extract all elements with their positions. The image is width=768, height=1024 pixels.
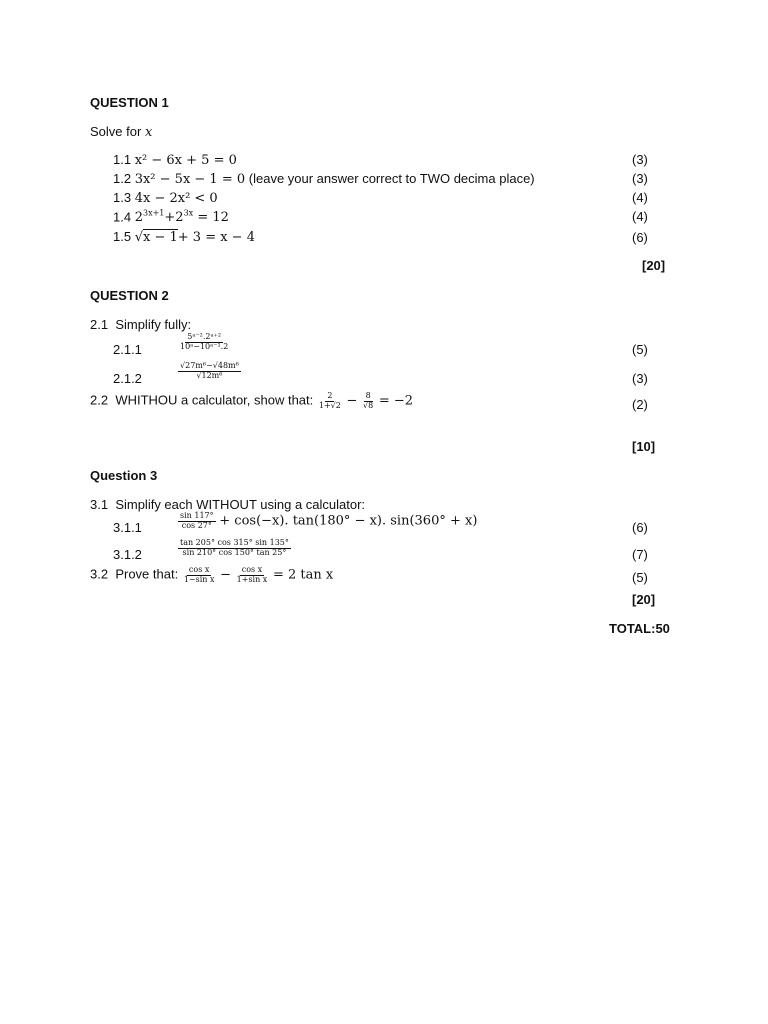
item-number: 1.5 [113,229,132,244]
item-2-1-2-number: 2.1.2 [113,371,142,386]
marks-3-2: (5) [632,570,648,585]
item-2-1-1-number: 2.1.1 [113,342,142,357]
question-3-total: [20] [632,592,656,607]
item-3-1-2-number: 3.1.2 [113,547,142,562]
marks-1-4: (4) [632,209,648,224]
subquestion-2-2: 2.2 WHITHOU a calculator, show that: $\frac{2}{1+√2}$ − $\frac{8}{√8}$ = −2 [90,391,414,410]
item-number: 1.1 [113,152,132,167]
marks-1-2: (3) [632,171,648,186]
marks-2-2: (2) [632,397,648,412]
fraction-denominator: √12m⁶ [196,370,223,380]
marks-3-1-2: (7) [632,547,648,562]
item-number: 1.2 [113,171,132,186]
marks-1-5: (6) [632,230,648,245]
question-2-total: [10] [632,439,656,454]
subquestion-3-2: 3.2 Prove that: $\frac{\text{cos x}}{\text{1−sin x}}$ − $\frac{\text{cos x}}{\text{1+sin x}}$ = 2 tan x [90,565,334,584]
fraction-numerator: √27m⁶−√48m⁶ [180,361,239,370]
item-1-3 [113,190,218,206]
intro-text: Solve for [90,124,142,139]
marks-1-3: (4) [632,190,648,205]
question-1-total: [20] [642,258,666,273]
question-3-heading: Question 3 [90,468,158,483]
fraction-2-1-1 [178,333,230,352]
marks-3-1-1: (6) [632,520,648,535]
subquestion-2-1: 2.1 Simplify fully: [90,317,192,332]
marks-1-1: (3) [632,152,648,167]
intro-variable: x [144,125,153,140]
item-expression: 4x − 2x² < 0 [134,191,218,206]
subquestion-3-1: 3.1 Simplify each WITHOUT using a calculator: [90,497,366,512]
item-3-1-1-number: 3.1.1 [113,520,142,535]
item-number: 1.3 [113,190,132,205]
grand-total: TOTAL:50 [609,621,670,636]
item-1-4 [113,209,229,225]
marks-2-1-1: (5) [632,342,648,357]
fraction-denominator: 10ᵃ−10ᵃ⁻¹.2 [180,341,229,351]
marks-2-1-2: (3) [632,371,648,386]
fraction-numerator: tan 205° cos 315° sin 135° [180,538,289,547]
question-1-heading: QUESTION 1 [90,95,169,110]
fraction-numerator: sin 117° [180,511,214,520]
fraction-denominator: cos 27° [181,520,212,530]
item-note: (leave your answer correct to TWO decima place) [248,171,535,186]
item-expression: √x − 1+ 3 = x − 4 [134,230,255,245]
item-number: 1.4 [113,209,132,225]
item-1-5 [113,229,255,245]
fraction-denominator: sin 210° cos 150° tan 25° [182,547,287,557]
item-expression: x² − 6x + 5 = 0 [134,153,237,168]
fraction-2-1-2 [178,362,241,381]
question-1-intro [90,124,152,140]
expression-3-1-1: $\frac{\sin 117^\circ}{\cos 27^\circ}$ + cos(−x). tan(180° − x). sin(360° + x) [180,511,478,530]
fraction-numerator: 5ᵃ⁻².2ᵃ⁺² [187,332,222,341]
item-1-2 [113,171,535,187]
question-2-heading: QUESTION 2 [90,288,169,303]
item-expression: $2^{3x+1}+2^{3x} = 12$ [134,209,229,226]
fraction-3-1-2 [178,539,291,558]
item-expression: 3x² − 5x − 1 = 0 [134,172,246,187]
item-1-1 [113,152,237,168]
